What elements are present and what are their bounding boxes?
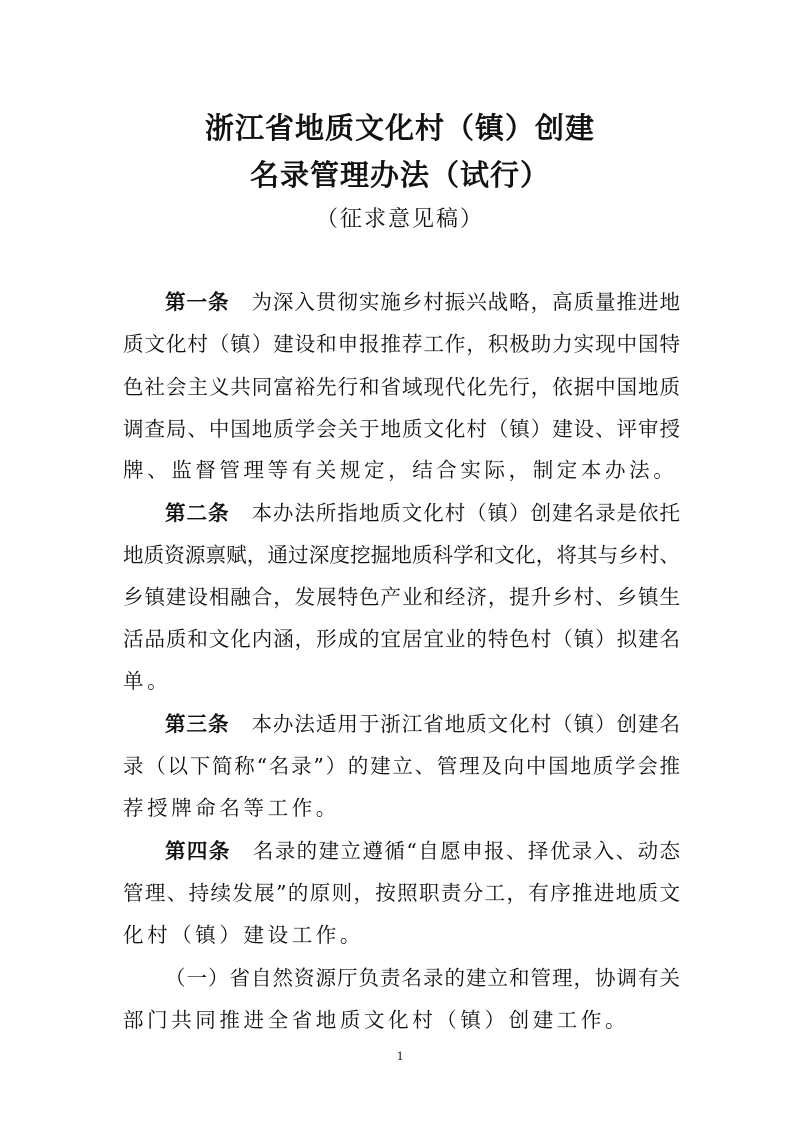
paragraph-line bbox=[165, 709, 680, 739]
document-title-line2: 名录管理办法（试行） bbox=[249, 158, 550, 192]
line-text: 调查局、中国地质学会关于地质文化村（镇）建设、评审授 bbox=[123, 417, 680, 441]
line-text: （一）省自然资源厅负责名录的建立和管理，协调有关 bbox=[165, 966, 680, 990]
paragraph-line bbox=[123, 582, 680, 612]
line-text: 色社会主义共同富裕先行和省域现代化先行，依据中国地质 bbox=[123, 375, 680, 399]
line-text: 化村（镇）建设工作。 bbox=[123, 923, 364, 947]
article-label: 第一条 bbox=[165, 290, 230, 314]
paragraph-line bbox=[123, 793, 680, 823]
article-label: 第三条 bbox=[165, 712, 230, 736]
paragraph-line bbox=[123, 624, 680, 654]
paragraph-line bbox=[123, 1005, 680, 1035]
paragraph-line bbox=[123, 455, 680, 485]
line-text: 乡镇建设相融合，发展特色产业和经济，提升乡村、乡镇生 bbox=[123, 585, 680, 609]
page-number: 1 bbox=[396, 1048, 404, 1063]
line-text: 为深入贯彻实施乡村振兴战略，高质量推进地 bbox=[251, 290, 681, 314]
line-text: 质文化村（镇）建设和申报推荐工作，积极助力实现中国特 bbox=[123, 332, 680, 356]
paragraph-line bbox=[123, 751, 680, 781]
line-text: 本办法适用于浙江省地质文化村（镇）创建名 bbox=[251, 712, 681, 736]
line-text: 管理、持续发展”的原则，按照职责分工，有序推进地质文 bbox=[123, 881, 680, 905]
line-text: 名录的建立遵循“自愿申报、择优录入、动态 bbox=[252, 839, 681, 863]
article-label: 第四条 bbox=[165, 839, 231, 863]
paragraph-line bbox=[123, 920, 680, 950]
paragraph-line bbox=[123, 329, 680, 359]
line-text: 地质资源禀赋，通过深度挖掘地质科学和文化，将其与乡村、 bbox=[123, 543, 680, 567]
paragraph-line bbox=[165, 287, 680, 317]
paragraph-line bbox=[165, 836, 680, 866]
paragraph-line bbox=[123, 878, 680, 908]
line-text: 录（以下简称“名录”）的建立、管理及向中国地质学会推 bbox=[123, 754, 680, 778]
paragraph-line bbox=[123, 666, 680, 696]
document-subtitle: （征求意见稿） bbox=[315, 207, 484, 232]
article-label: 第二条 bbox=[165, 501, 230, 525]
document-title-line1: 浙江省地质文化村（镇）创建 bbox=[204, 111, 595, 145]
line-text: 单。 bbox=[123, 669, 172, 693]
paragraph-line bbox=[123, 372, 680, 402]
line-text: 牌、监督管理等有关规定，结合实际，制定本办法。 bbox=[123, 458, 678, 482]
paragraph-line bbox=[165, 963, 680, 993]
line-text: 活品质和文化内涵，形成的宜居宜业的特色村（镇）拟建名 bbox=[123, 627, 680, 651]
paragraph-line bbox=[123, 540, 680, 570]
paragraph-line bbox=[123, 414, 680, 444]
line-text: 本办法所指地质文化村（镇）创建名录是依托 bbox=[251, 501, 681, 525]
paragraph-line bbox=[165, 498, 680, 528]
line-text: 荐授牌命名等工作。 bbox=[123, 796, 340, 820]
line-text: 部门共同推进全省地质文化村（镇）创建工作。 bbox=[123, 1008, 630, 1032]
